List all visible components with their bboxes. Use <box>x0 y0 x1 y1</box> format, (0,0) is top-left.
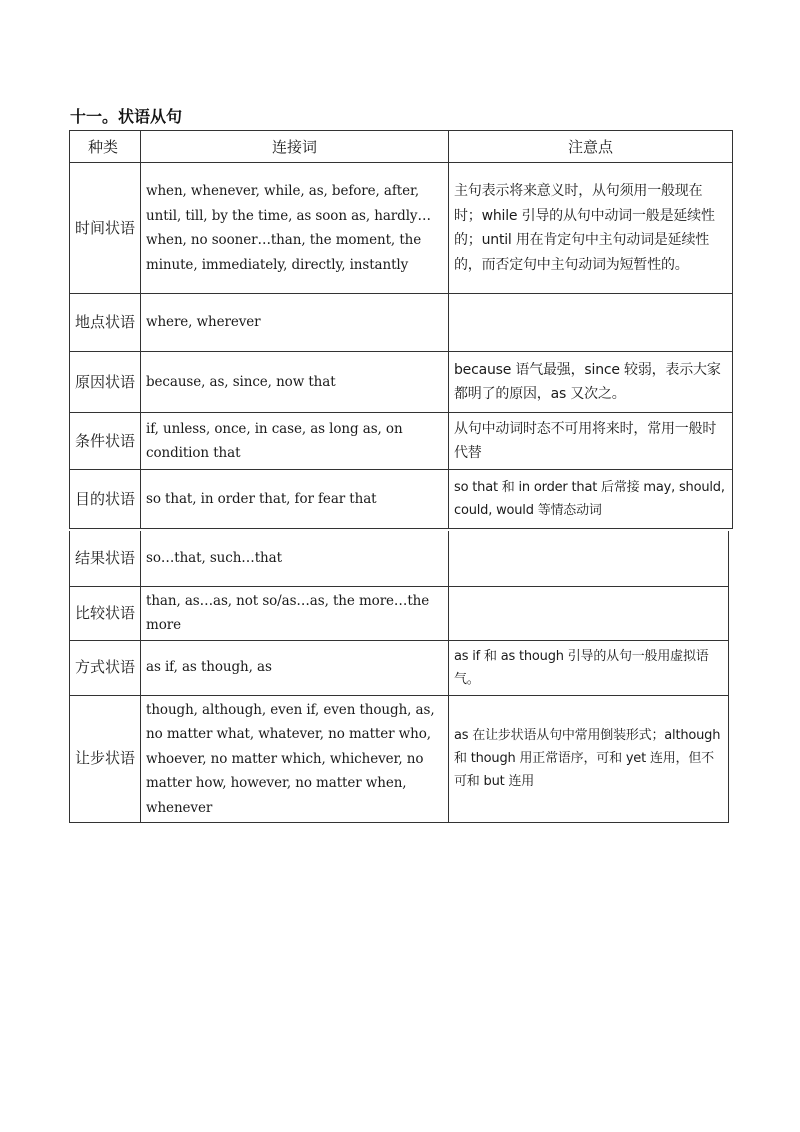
connectives-cell: when, whenever, while, as, before, after, until, till, by the time, as soon as, hardly…when, no sooner…than, the moment, the minute, immediately, directly, instantly <box>141 163 449 294</box>
kind-cell: 让步状语 <box>70 695 141 823</box>
connectives-cell: as if, as though, as <box>141 640 449 695</box>
connectives-cell: where, wherever <box>141 294 449 352</box>
kind-cell: 条件状语 <box>70 413 141 470</box>
table-row <box>70 695 729 823</box>
notes-cell: 主句表示将来意义时，从句须用一般现在时；while 引导的从句中动词一般是延续性的；until 用在肯定句中主句动词是延续性的，而否定句中主句动词为短暂性的。 <box>449 163 733 294</box>
connectives-cell: if, unless, once, in case, as long as, on condition that <box>141 413 449 470</box>
kind-cell: 原因状语 <box>70 352 141 413</box>
notes-cell <box>449 531 729 586</box>
connectives-cell: so…that, such…that <box>141 531 449 586</box>
kind-cell: 地点状语 <box>70 294 141 352</box>
notes-cell: 从句中动词时态不可用将来时，常用一般时代替 <box>449 413 733 470</box>
notes-cell: so that 和 in order that 后常接 may, should, could, would 等情态动词 <box>449 470 733 529</box>
kind-cell: 时间状语 <box>70 163 141 294</box>
table-row <box>70 640 729 695</box>
notes-cell <box>449 294 733 352</box>
kind-cell: 目的状语 <box>70 470 141 529</box>
notes-cell <box>449 586 729 640</box>
connectives-cell: than, as…as, not so/as…as, the more…the more <box>141 586 449 640</box>
connectives-cell: so that, in order that, for fear that <box>141 470 449 529</box>
connectives-cell: because, as, since, now that <box>141 352 449 413</box>
connectives-cell: though, although, even if, even though, as, no matter what, whatever, no matter who, whoever, no matter which, whichever, no matter how, however, no matter when, whenever <box>141 695 449 823</box>
header-connectives: 连接词 <box>141 131 449 163</box>
clause-table-part-1 <box>69 130 733 529</box>
notes-cell: as if 和 as though 引导的从句一般用虚拟语气。 <box>449 640 729 695</box>
clause-table-part-2 <box>69 531 729 823</box>
notes-cell: because 语气最强，since 较弱，表示大家都明了的原因，as 又次之。 <box>449 352 733 413</box>
kind-cell: 比较状语 <box>70 586 141 640</box>
table-row <box>70 470 733 529</box>
header-notes: 注意点 <box>449 131 733 163</box>
notes-cell: as 在让步状语从句中常用倒装形式；although 和 though 用正常语序，可和 yet 连用，但不可和 but 连用 <box>449 695 729 823</box>
table-header-row <box>70 131 733 163</box>
header-kind: 种类 <box>70 131 141 163</box>
table-row <box>70 413 733 470</box>
table-row <box>70 531 729 586</box>
section-title: 十一。状语从句 <box>70 107 183 126</box>
table-row <box>70 586 729 640</box>
table-row <box>70 294 733 352</box>
table-row <box>70 163 733 294</box>
kind-cell: 方式状语 <box>70 640 141 695</box>
kind-cell: 结果状语 <box>70 531 141 586</box>
table-row <box>70 352 733 413</box>
